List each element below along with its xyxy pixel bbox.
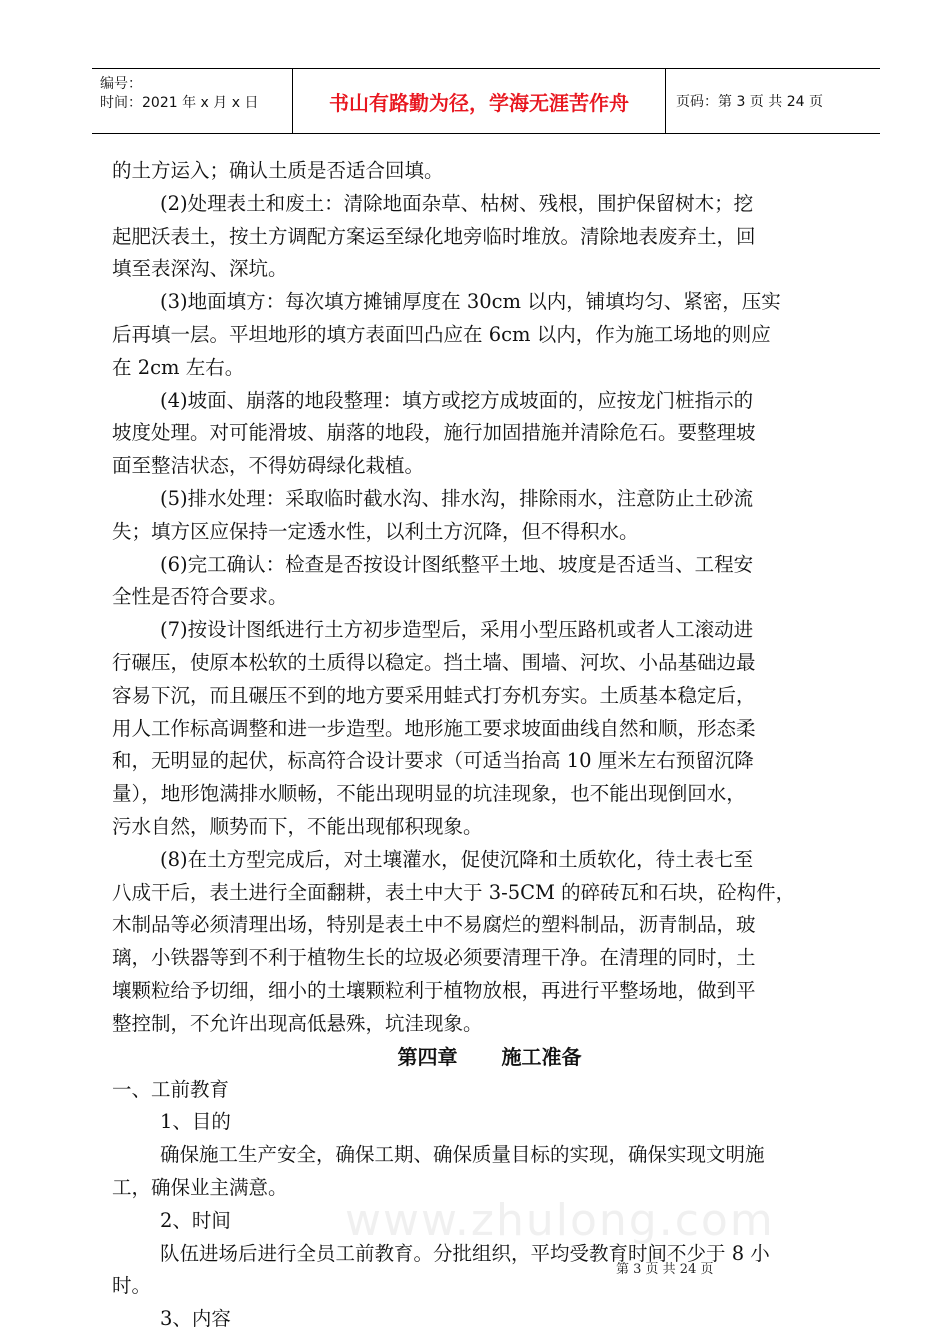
header-page-number: 页码：第 3 页 共 24 页	[676, 94, 823, 110]
body-line: 确保施工生产安全，确保工期、确保质量目标的实现，确保实现文明施	[160, 1143, 765, 1167]
page-footer: 第 3 页 共 24 页	[616, 1262, 714, 1277]
watermark: www.zhulong.com	[345, 1195, 775, 1246]
body-line: (7)按设计图纸进行土方初步造型后，采用小型压路机或者人工滚动进	[160, 618, 754, 642]
body-line: 起肥沃表土，按土方调配方案运至绿化地旁临时堆放。清除地表废弃土，回	[112, 224, 756, 248]
body-line: (3)地面填方：每次填方摊铺厚度在 30cm 以内，铺填均匀、紧密，压实	[160, 290, 781, 314]
body-line: 行碾压，使原本松软的土质得以稳定。挡土墙、围墙、河坎、小品基础边最	[112, 650, 756, 674]
body-line: 木制品等必须清理出场，特别是表土中不易腐烂的塑料制品，沥青制品，玻	[112, 913, 756, 937]
subsection-heading: 2、时间	[160, 1208, 231, 1232]
body-line: 填至表深沟、深坑。	[112, 257, 288, 281]
body-line: 璃，小铁器等到不利于植物生长的垃圾必须要清理干净。在清理的同时，土	[112, 946, 756, 970]
document-number-label: 编号：	[100, 76, 142, 92]
body-line: 工，确保业主满意。	[112, 1175, 288, 1199]
body-line: (6)完工确认：检查是否按设计图纸整平土地、坡度是否适当、工程安	[160, 552, 754, 576]
body-line: (5)排水处理：采取临时截水沟、排水沟，排除雨水，注意防止土砂流	[160, 486, 754, 510]
body-line: 和，无明显的起伏，标高符合设计要求（可适当抬高 10 厘米左右预留沉降	[112, 749, 754, 773]
body-line: 坡度处理。对可能滑坡、崩落的地段，施行加固措施并清除危石。要整理坡	[112, 421, 756, 445]
body-line: 队伍进场后进行全员工前教育。分批组织，平均受教育时间不少于 8 小	[160, 1241, 770, 1265]
body-line: 壤颗粒给予切细，细小的土壤颗粒利于植物放根，再进行平整场地，做到平	[112, 978, 756, 1002]
subsection-heading: 3、内容	[160, 1307, 231, 1331]
body-line: 面至整洁状态，不得妨碍绿化栽植。	[112, 454, 425, 478]
header-motto: 书山有路勤为径，学海无涯苦作舟	[293, 69, 666, 133]
chapter-number: 第四章	[397, 1044, 458, 1069]
body-line: 全性是否符合要求。	[112, 585, 288, 609]
body-line: 在 2cm 左右。	[112, 355, 245, 379]
body-line: 污水自然，顺势而下，不能出现郁积现象。	[112, 814, 483, 838]
body-line: 八成干后，表土进行全面翻耕，表土中大于 3-5CM 的碎砖瓦和石块，砼构件，	[112, 880, 796, 904]
subsection-heading: 1、目的	[160, 1110, 231, 1134]
document-body	[112, 155, 857, 1336]
body-line: (8)在土方型完成后，对土壤灌水，促使沉降和土质软化，待土表七至	[160, 847, 754, 871]
body-line: 整控制，不允许出现高低悬殊，坑洼现象。	[112, 1011, 483, 1035]
body-line: (2)处理表土和废土：清除地面杂草、枯树、残根，围护保留树木；挖	[160, 191, 754, 215]
page-header	[92, 68, 880, 134]
body-line: 容易下沉，而且碾压不到的地方要采用蛙式打夯机夯实。土质基本稳定后，	[112, 683, 756, 707]
section-heading: 一、工前教育	[112, 1077, 230, 1101]
document-time-label: 时间：2021 年 x 月 x 日	[100, 95, 259, 111]
body-line: (4)坡面、崩落的地段整理：填方或挖方成坡面的，应按龙门桩指示的	[160, 388, 754, 412]
body-line: 的土方运入；确认土质是否适合回填。	[112, 159, 444, 182]
body-line: 用人工作标高调整和进一步造型。地形施工要求坡面曲线自然和顺，形态柔	[112, 716, 756, 740]
body-line: 量），地形饱满排水顺畅，不能出现明显的坑洼现象，也不能出现倒回水，	[112, 782, 746, 806]
chapter-title: 施工准备	[501, 1044, 582, 1069]
header-meta	[92, 69, 293, 133]
chapter-heading	[112, 1041, 857, 1074]
body-line: 时。	[112, 1274, 152, 1298]
body-line: 失；填方区应保持一定透水性，以利土方沉降，但不得积水。	[112, 519, 639, 543]
body-line: 后再填一层。平坦地形的填方表面凹凸应在 6cm 以内，作为施工场地的则应	[112, 322, 771, 346]
